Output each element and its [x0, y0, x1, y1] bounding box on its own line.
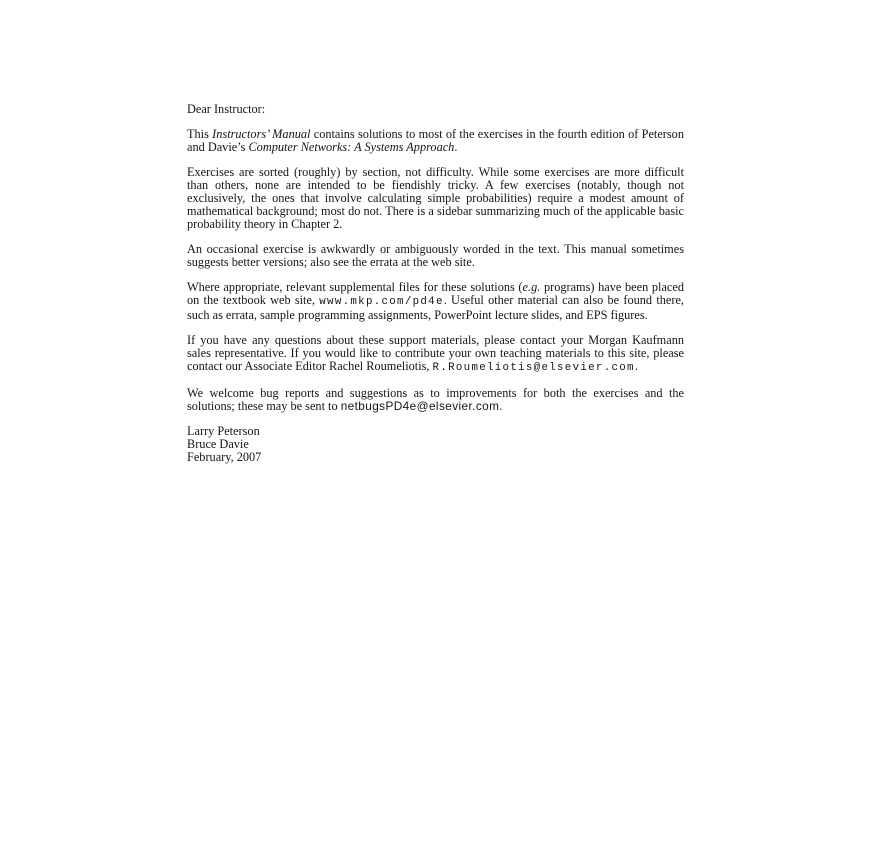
text-run: Exercises are sorted (roughly) by section, not difficulty. While some exercises are more difficult than others, none are intended to be fiendishly tricky. A few exercises (notably, though not exclusively, the ones that involve calculating simple probabilities) require a modest amount of mathematical background; most do not. There is a sidebar summarizing much of the applicable basic probability theory in Chapter 2. — [187, 165, 684, 231]
text-run: . Useful other material can also be found there, such as errata, sample programming assignments, PowerPoint lecture slides, and EPS figures. — [187, 293, 684, 322]
letter-body — [187, 103, 684, 464]
monospace-text: R.Roumeliotis@elsevier.com — [432, 362, 635, 374]
signature-line: February, 2007 — [187, 450, 262, 464]
monospace-text: www.mkp.com/pd4e — [319, 296, 444, 308]
letter-paragraph — [187, 334, 684, 375]
italic-text: e.g. — [522, 280, 541, 294]
letter-paragraph — [187, 387, 684, 413]
text-run: contains solutions to most of the exercises in the fourth edition of Peterson and Davie’s — [187, 127, 684, 154]
text-run: Where appropriate, relevant supplemental files for these solutions ( — [187, 280, 523, 294]
salutation: Dear Instructor: — [187, 102, 266, 116]
text-run: programs) have been placed on the textbook web site, — [187, 280, 684, 307]
text-run: An occasional exercise is awkwardly or ambiguously worded in the text. This manual sometimes suggests better versions; also see the errata at the web site. — [187, 242, 684, 269]
text-run: We welcome bug reports and suggestions as to improvements for both the exercises and the solutions; these may be sent to — [187, 386, 684, 413]
letter-paragraph — [187, 281, 684, 322]
letter-paragraphs — [187, 128, 684, 413]
text-run: If you have any questions about these support materials, please contact your Morgan Kaufmann sales representative. If you would like to contribute your own teaching materials to this site, please contact our Associate Editor Rachel Roumeliotis, — [187, 333, 684, 373]
text-run: This — [187, 127, 213, 141]
text-run: . — [634, 359, 638, 373]
signature-block — [187, 425, 684, 464]
italic-text: Instructors’ Manual — [212, 127, 311, 141]
letter-paragraph — [187, 128, 684, 154]
signature-line: Bruce Davie — [187, 437, 249, 451]
letter-paragraph — [187, 243, 684, 269]
signature-line: Larry Peterson — [187, 424, 260, 438]
letter-paragraph — [187, 166, 684, 231]
email-text: netbugsPD4e@elsevier.com — [340, 399, 500, 413]
text-run: . — [454, 140, 458, 154]
text-run: . — [499, 399, 503, 413]
italic-text: Computer Networks: A Systems Approach — [248, 140, 455, 154]
